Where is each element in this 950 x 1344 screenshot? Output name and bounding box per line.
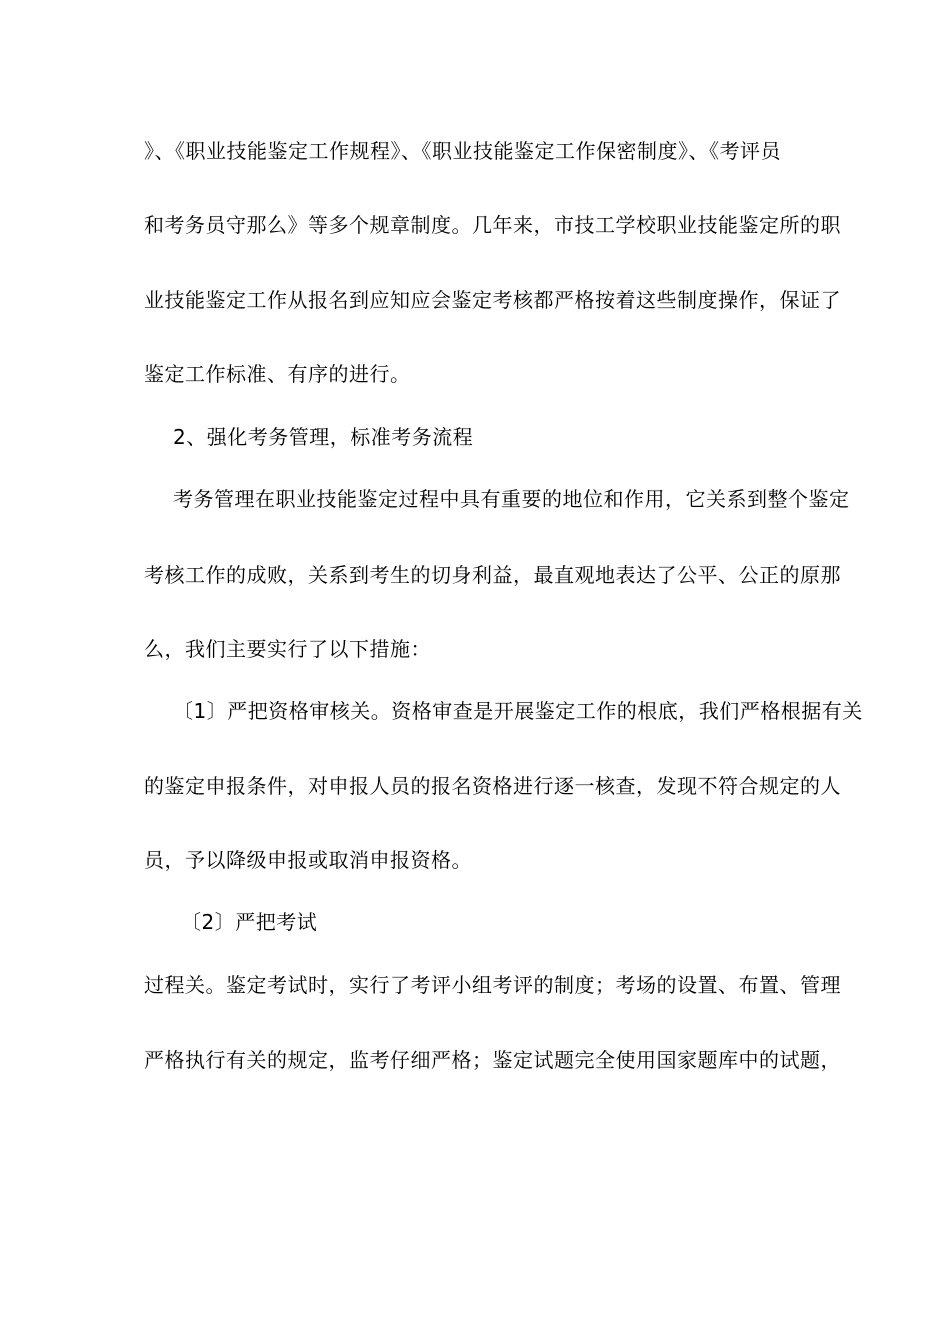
text-line: 〔1〕严把资格审核关。资格审查是开展鉴定工作的根底，我们严格根据有关: [173, 699, 863, 723]
text-line: 〔2〕严把考试: [181, 910, 318, 934]
text-line: 员，予以降级申报或取消申报资格。: [144, 848, 472, 872]
text-line: 么，我们主要实行了以下措施：: [144, 637, 431, 661]
text-line: 和考务员守那么》等多个规章制度。几年来，市技工学校职业技能鉴定所的职: [144, 213, 841, 237]
text-line: 的鉴定申报条件，对申报人员的报名资格进行逐一核查，发现不符合规定的人: [144, 774, 841, 798]
text-line: 严格执行有关的规定，监考仔细严格；鉴定试题完全使用国家题库中的试题，: [144, 1048, 841, 1072]
text-line: 鉴定工作标准、有序的进行。: [144, 362, 411, 386]
text-line: 考核工作的成败，关系到考生的切身利益，最直观地表达了公平、公正的原那: [144, 563, 841, 587]
text-line: 》、《职业技能鉴定工作规程》、《职业技能鉴定工作保密制度》、《考评员: [144, 139, 781, 163]
text-line: 过程关。鉴定考试时，实行了考评小组考评的制度；考场的设置、布置、管理: [144, 973, 841, 997]
text-line: 考务管理在职业技能鉴定过程中具有重要的地位和作用，它关系到整个鉴定: [173, 487, 850, 511]
text-line: 业技能鉴定工作从报名到应知应会鉴定考核都严格按着这些制度操作，保证了: [144, 288, 841, 312]
section-heading: 2、强化考务管理，标准考务流程: [173, 425, 474, 449]
